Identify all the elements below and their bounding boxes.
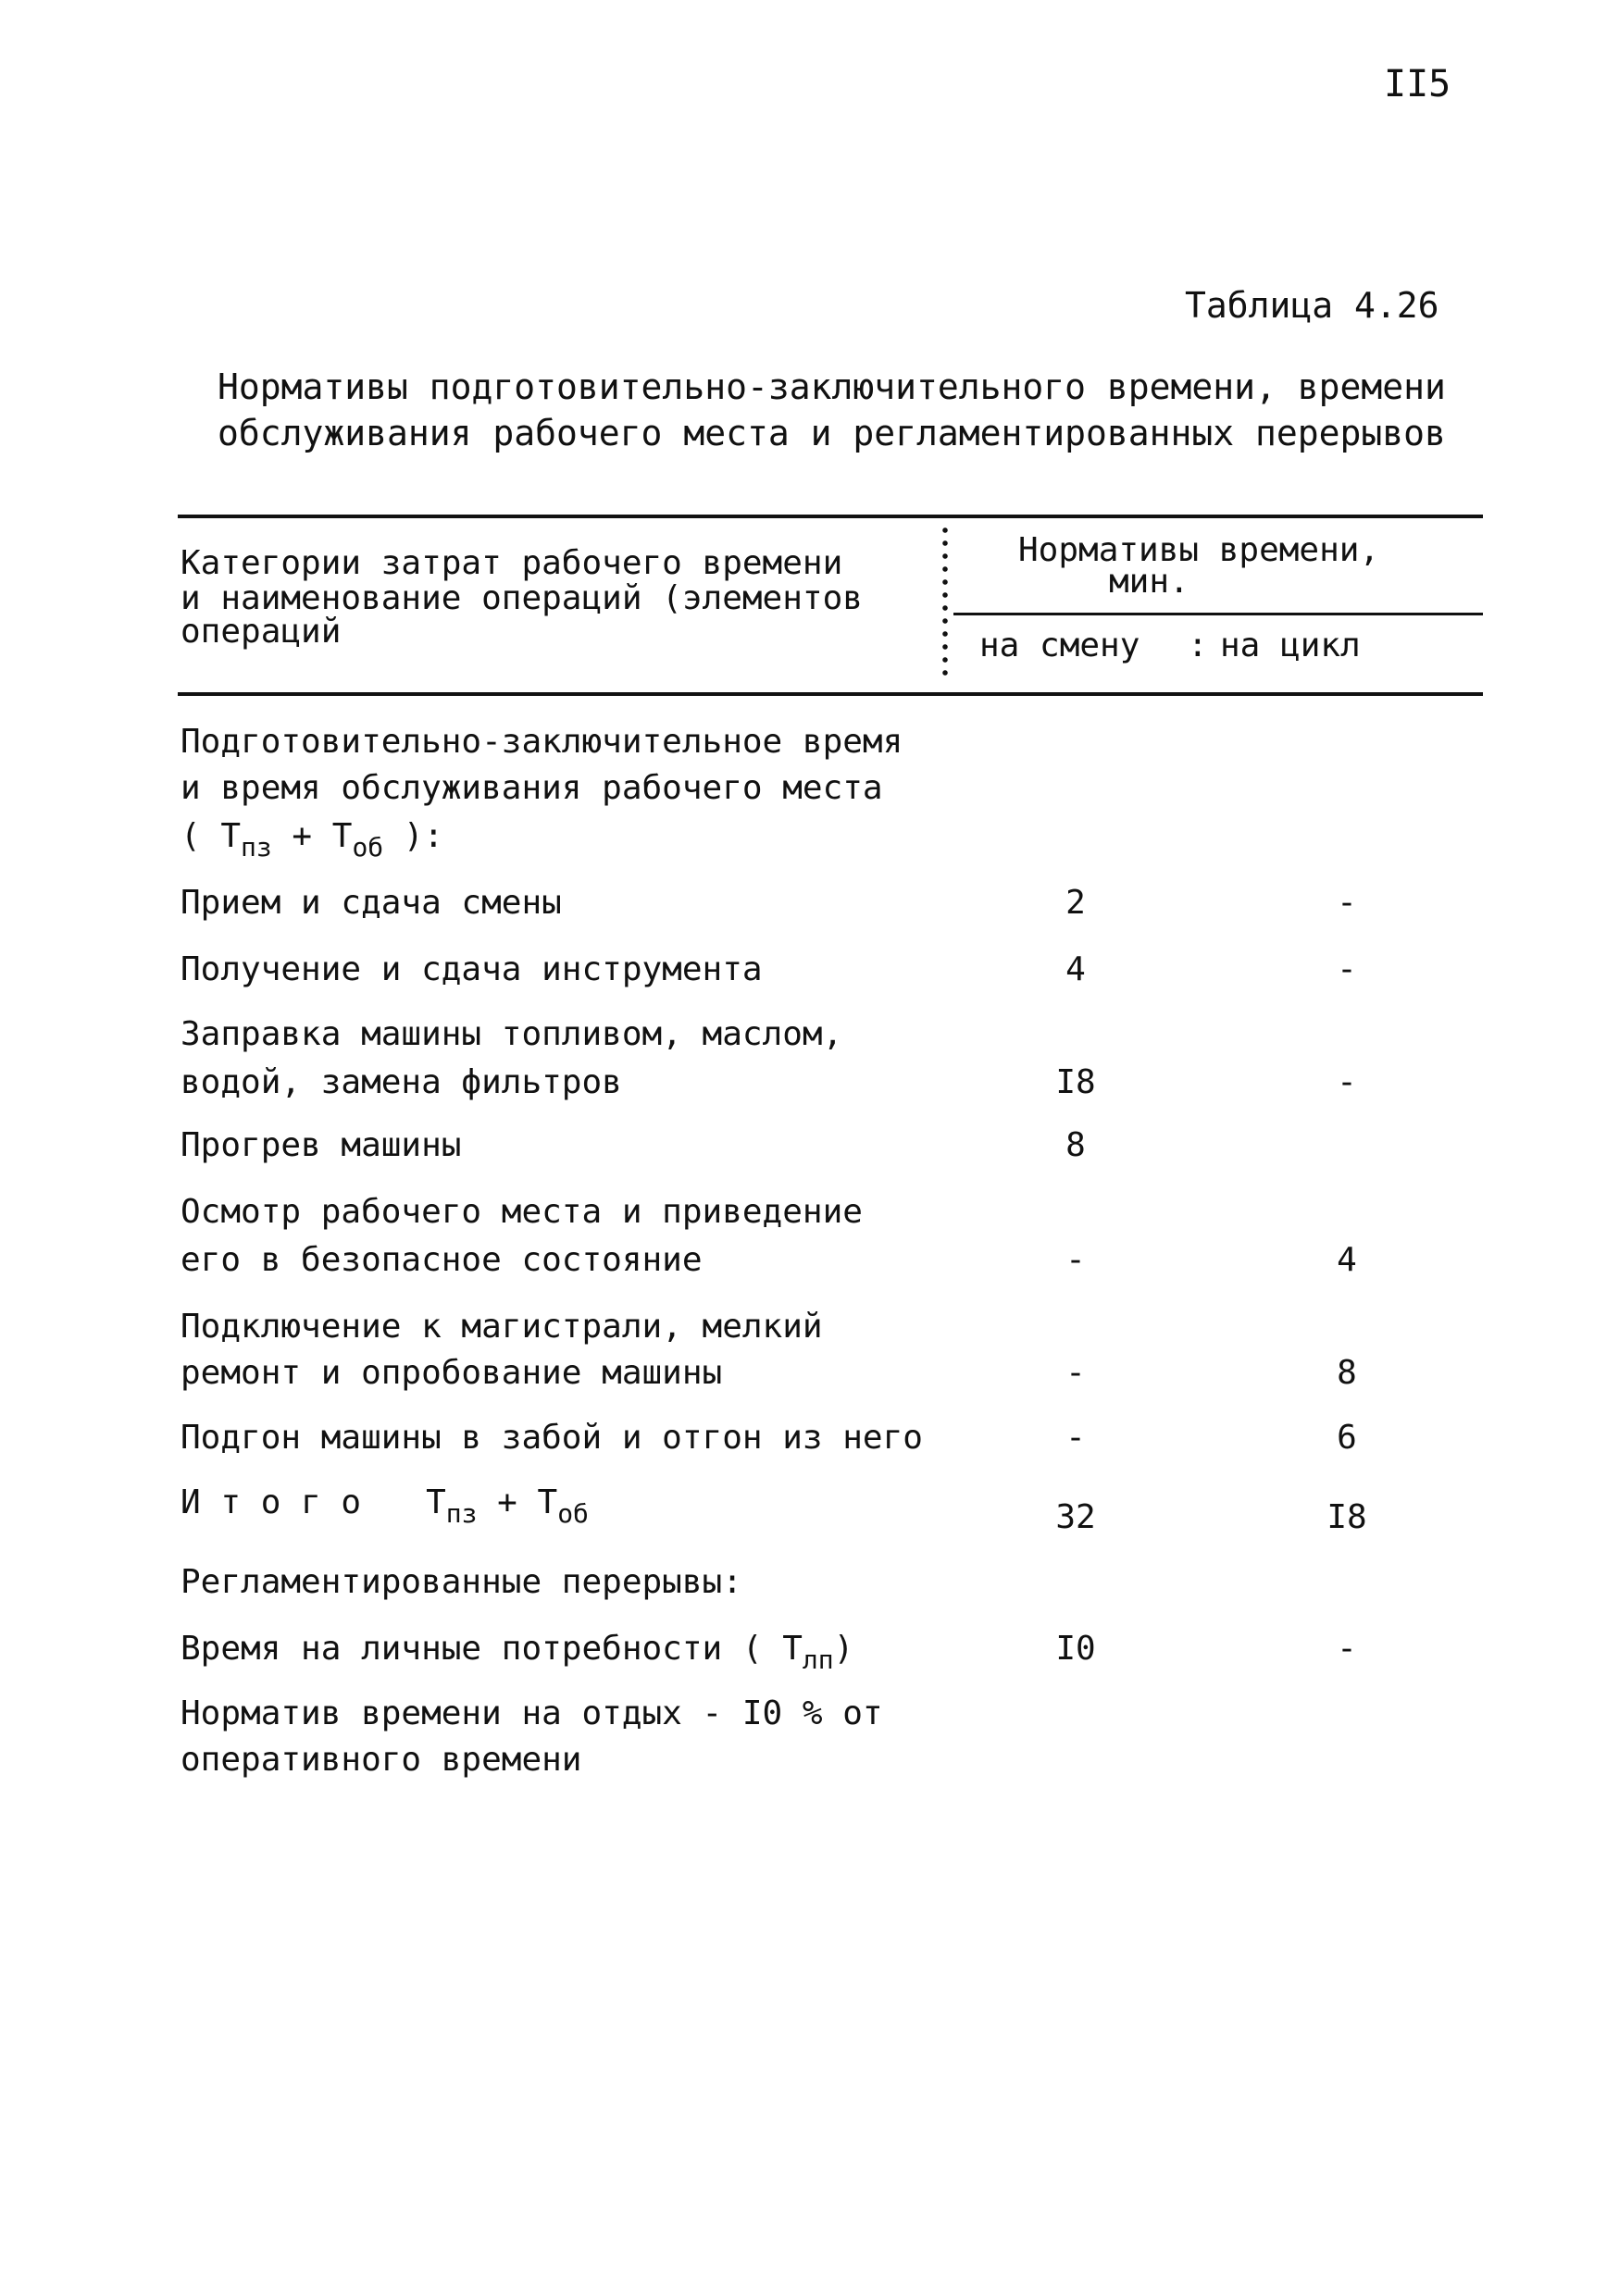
page-number: II5 — [1384, 63, 1451, 105]
table-cell-per-cycle: - — [1337, 884, 1357, 922]
table-row-label: Осмотр рабочего места и приведение — [181, 1193, 863, 1231]
table-row-label: Прогрев машины — [181, 1126, 462, 1164]
table-cell-per-shift: I8 — [1055, 1063, 1096, 1101]
header-bottom-rule — [178, 692, 1483, 696]
table-title-line-1: Нормативы подготовительно-заключительного времени, времени — [218, 366, 1446, 407]
header-per-shift: на смену — [979, 627, 1140, 664]
total-cell-per-shift: 32 — [1055, 1498, 1096, 1536]
header-col1-line-1: Категории затрат рабочего времени — [181, 544, 843, 582]
header-norms-line-1: Нормативы времени, — [1018, 531, 1380, 569]
header-col1-line-3: операций — [181, 613, 342, 651]
table-row-label-line-2: водой, замена фильтров — [181, 1063, 622, 1101]
table-cell-per-shift: 4 — [1065, 950, 1086, 988]
table-cell-per-shift: 2 — [1065, 884, 1086, 922]
table-cell-per-shift: - — [1065, 1354, 1086, 1392]
table-label: Таблица 4.26 — [1185, 285, 1439, 326]
table-row-label-line-2: его в безопасное состояние — [181, 1241, 703, 1279]
personal-needs-per-cycle: - — [1337, 1630, 1357, 1668]
table-cell-per-cycle: 6 — [1337, 1419, 1357, 1457]
header-column-separator — [942, 524, 948, 681]
header-top-rule — [178, 515, 1483, 518]
table-cell-per-cycle: 4 — [1337, 1241, 1357, 1279]
section1-heading-line-1: Подготовительно-заключительное время — [181, 723, 903, 761]
table-row-label-line-2: ремонт и опробование машины — [181, 1354, 723, 1392]
table-row-label: Подключение к магистрали, мелкий — [181, 1308, 823, 1346]
section2-heading: Регламентированные перерывы: — [181, 1563, 742, 1601]
total-row-label: И т о г о $Т_{пз} + Т_{об}$ — [181, 1483, 589, 1529]
table-row-label: Получение и сдача инструмента — [181, 950, 763, 988]
header-norms-line-2: мин. — [1109, 563, 1189, 601]
section1-heading-line-2: и время обслуживания рабочего места — [181, 769, 883, 807]
personal-needs-per-shift: I0 — [1055, 1630, 1096, 1668]
table-row-label: Подгон машины в забой и отгон из него — [181, 1419, 923, 1457]
rest-norm-line-2: оперативного времени — [181, 1741, 582, 1779]
table-cell-per-cycle: - — [1337, 1063, 1357, 1101]
table-cell-per-shift: - — [1065, 1419, 1086, 1457]
header-subcolumn-separator: : — [1188, 627, 1208, 664]
header-mid-rule — [953, 613, 1483, 615]
total-cell-per-cycle: I8 — [1326, 1498, 1367, 1536]
table-cell-per-cycle: 8 — [1337, 1354, 1357, 1392]
table-cell-per-shift: - — [1065, 1241, 1086, 1279]
section1-formula: ( $Т_{пз} + Т_{об}$ ): — [181, 817, 444, 863]
header-per-cycle: на цикл — [1220, 627, 1361, 664]
header-col1-line-2: и наименование операций (элементов — [181, 579, 863, 617]
table-cell-per-shift: 8 — [1065, 1126, 1086, 1164]
personal-needs-label: Время на личные потребности ( $Т_{лп}$) — [181, 1630, 854, 1675]
table-row-label: Прием и сдача смены — [181, 884, 562, 922]
table-title-line-2: обслуживания рабочего места и регламентированных перерывов — [218, 413, 1446, 453]
table-row-label: Заправка машины топливом, маслом, — [181, 1015, 843, 1053]
table-cell-per-cycle: - — [1337, 950, 1357, 988]
rest-norm-line-1: Норматив времени на отдых - I0 % от — [181, 1694, 883, 1732]
